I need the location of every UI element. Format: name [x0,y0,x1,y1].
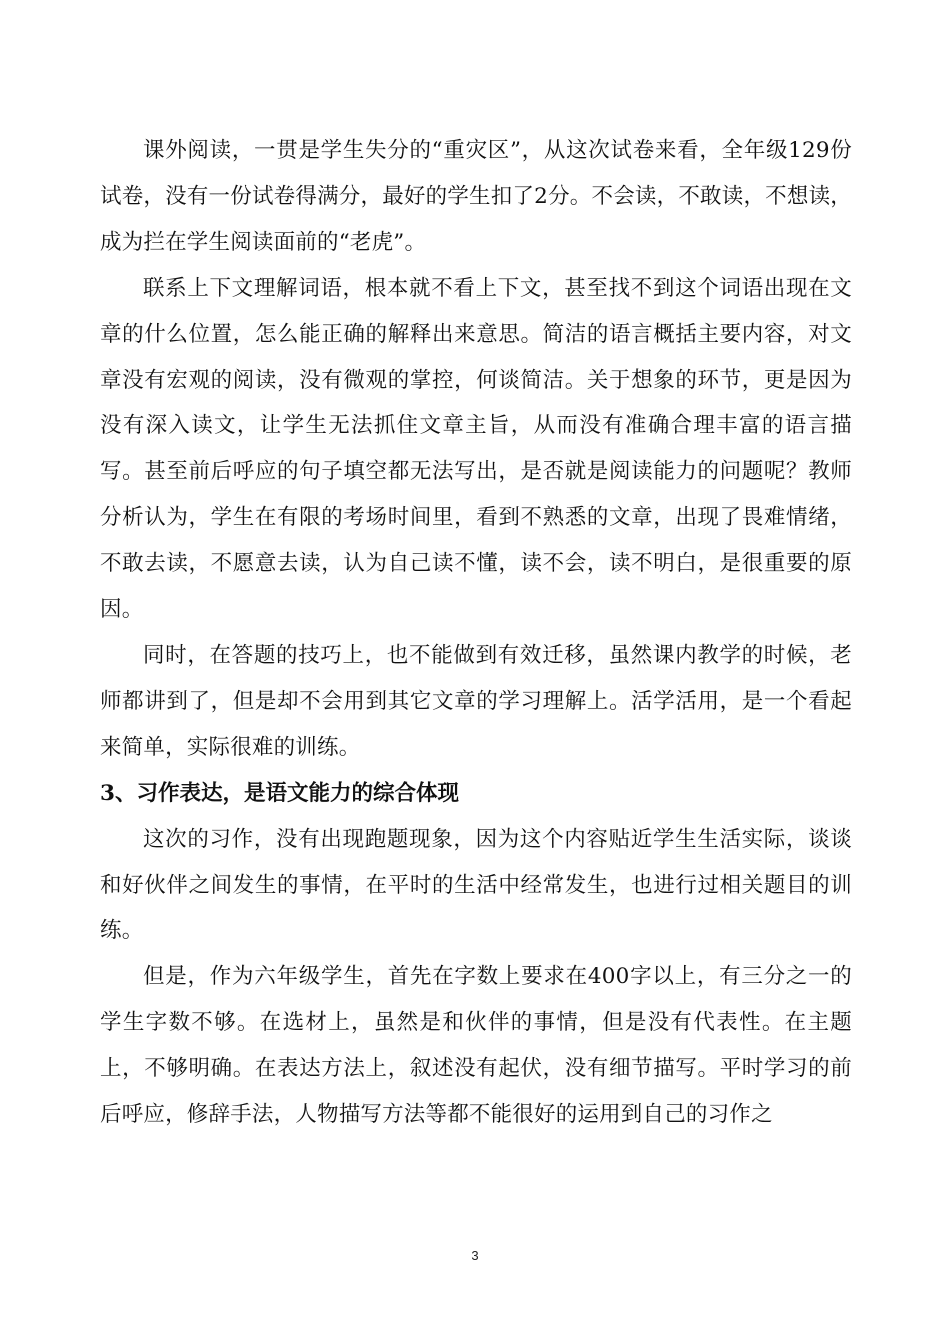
section-heading: 3、习作表达，是语文能力的综合体现 [100,780,459,806]
document-body [100,128,852,1138]
paragraph-extracurricular-reading: 课外阅读，一贯是学生失分的“重灾区”，从这次试卷来看，全年级129份试卷，没有一份试卷得满分，最好的学生扣了2分。不会读，不敢读，不想读，成为拦在学生阅读面前的“老虎”。 [100,138,852,255]
page-number: 3 [471,1248,479,1263]
paragraph-writing-problems: 但是，作为六年级学生，首先在字数上要求在400字以上，有三分之一的学生字数不够。在选材上，虽然是和伙伴的事情，但是没有代表性。在主题上，不够明确。在表达方法上，叙述没有起伏，没有细节描写。平时学习的前后呼应，修辞手法，人物描写方法等都不能很好的运用到自己的习作之 [100,964,852,1128]
paragraph-answering-skills: 同时，在答题的技巧上，也不能做到有效迁移，虽然课内教学的时候，老师都讲到了，但是却不会用到其它文章的学习理解上。活学活用，是一个看起来简单，实际很难的训练。 [100,642,852,760]
paragraph-writing-topic: 这次的习作，没有出现跑题现象，因为这个内容贴近学生生活实际，谈谈和好伙伴之间发生的事情，在平时的生活中经常发生，也进行过相关题目的训练。 [100,826,852,944]
paragraph-context-vocabulary: 联系上下文理解词语，根本就不看上下文，甚至找不到这个词语出现在文章的什么位置，怎么能正确的解释出来意思。简洁的语言概括主要内容，对文章没有宏观的阅读，没有微观的掌控，何谈简洁。关于想象的环节，更是因为没有深入读文，让学生无法抓住文章主旨，从而没有准确合理丰富的语言描写。甚至前后呼应的句子填空都无法写出，是否就是阅读能力的问题呢？教师分析认为，学生在有限的考场时间里，看到不熟悉的文章，出现了畏难情绪，不敢去读，不愿意去读，认为自己读不懂，读不会，读不明白，是很重要的原因。 [100,275,852,623]
